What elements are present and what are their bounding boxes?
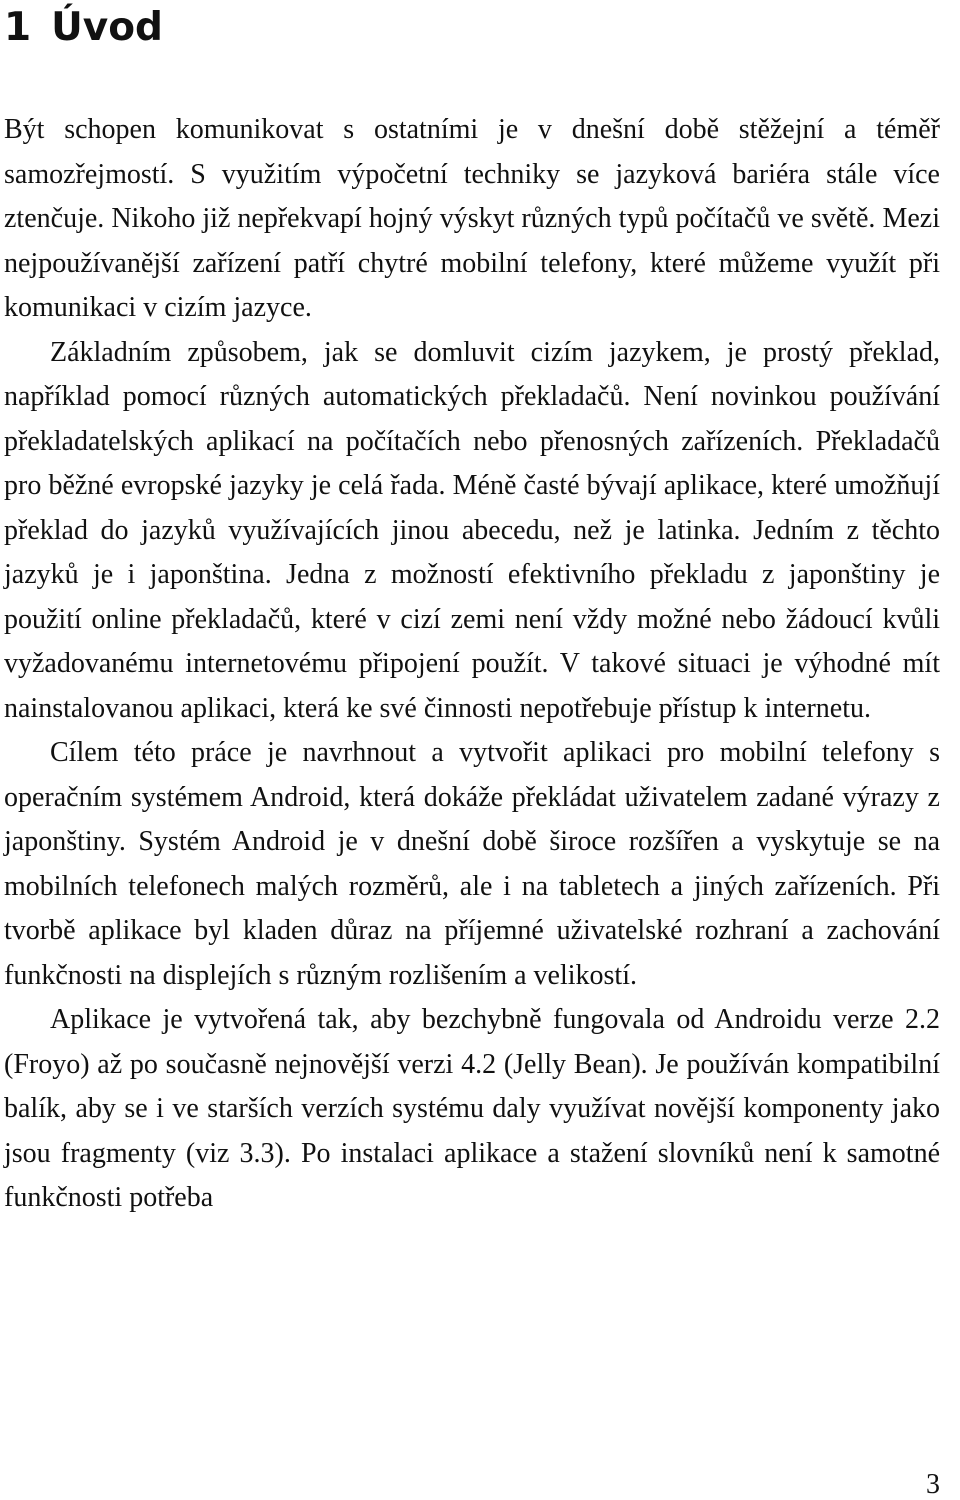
chapter-title: Úvod <box>51 5 163 50</box>
paragraph: Základním způsobem, jak se domluvit cizím jazykem, je prostý překlad, například pomocí různých automatických překladačů. Není novinkou používání překladatelských aplikací na počítačích nebo přenosných zařízeních. Překladačů pro běžné evropské jazyky je celá řada. Méně časté bývají aplikace, které umožňují překlad do jazyků využívajících jinou abecedu, než je latinka. Jedním z těchto jazyků je i japonština. Jedna z možností efektivního překladu z japonštiny je použití online překladačů, které v cizí zemi není vždy možné nebo žádoucí kvůli vyžadovanému internetovému připojení použít. V takové situaci je výhodné mít nainstalovanou aplikaci, která ke své činnosti nepotřebuje přístup k internetu. <box>4 336 940 724</box>
paragraph: Být schopen komunikovat s ostatními je v dnešní době stěžejní a téměř samozřejmostí. S využitím výpočetní techniky se jazyková bariéra stále více ztenčuje. Nikoho již nepřekvapí hojný výskyt různých typů počítačů ve světě. Mezi nejpoužívanější zařízení patří chytré mobilní telefony, které můžeme využít při komunikaci v cizím jazyce. <box>4 114 940 323</box>
paragraph: Cílem této práce je navrhnout a vytvořit aplikaci pro mobilní telefony s operačním systémem Android, která dokáže překládat uživatelem zadané výrazy z japonštiny. Systém Android je v dnešní době široce rozšířen a vyskytuje se na mobilních telefonech malých rozměrů, ale i na tabletech a jiných zařízeních. Při tvorbě aplikace byl kladen důraz na příjemné uživatelské rozhraní a zachování funkčnosti na displejích s různým rozlišením a velikostí. <box>4 737 940 991</box>
body-text <box>4 108 940 1221</box>
chapter-number: 1 <box>4 5 32 50</box>
page-number: 3 <box>926 1469 940 1500</box>
chapter-heading <box>4 2 163 54</box>
paragraph: Aplikace je vytvořená tak, aby bezchybně fungovala od Androidu verze 2.2 (Froyo) až po současně nejnovější verzi 4.2 (Jelly Bean). Je používán kompatibilní balík, aby se i ve starších verzích systému daly využívat novější komponenty jako jsou fragmenty (viz 3.3). Po instalaci aplikace a stažení slovníků není k samotné funkčnosti potřeba <box>4 1004 940 1213</box>
